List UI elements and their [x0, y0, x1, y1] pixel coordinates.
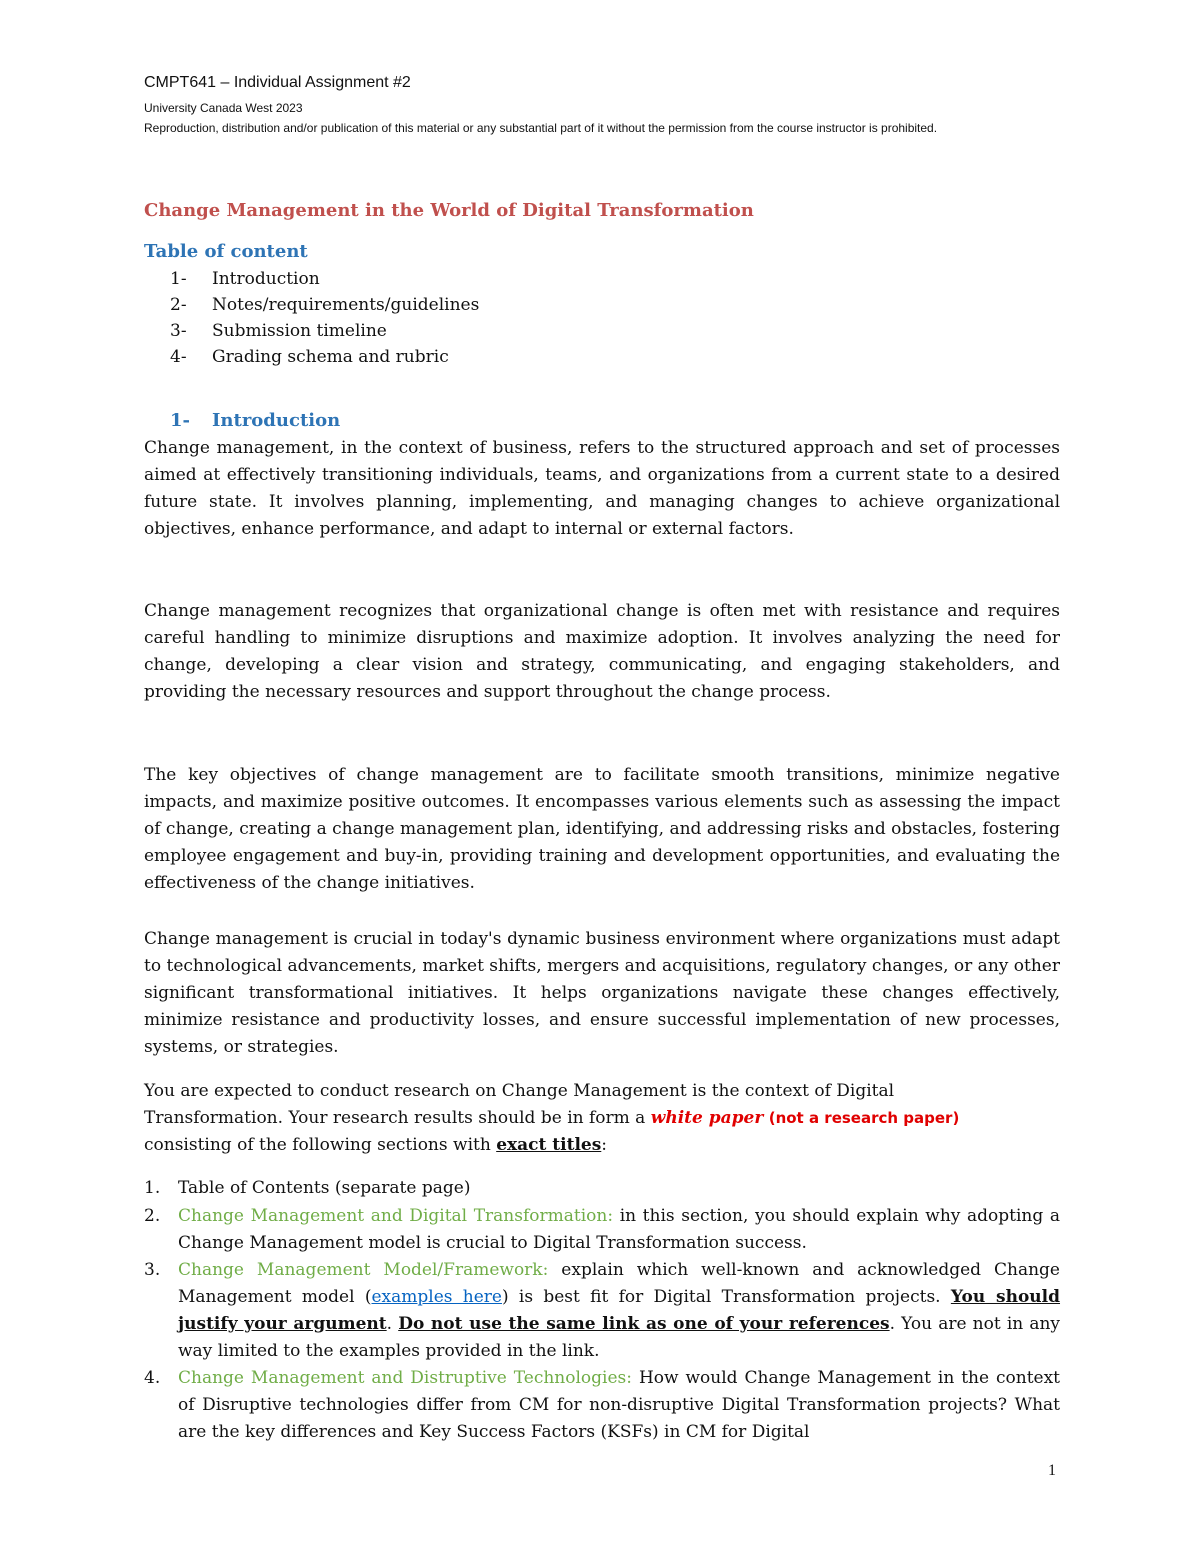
toc-heading: Table of content	[144, 241, 308, 262]
examples-link[interactable]: examples here	[371, 1287, 502, 1307]
white-paper-emphasis: white paper	[650, 1108, 764, 1128]
header-university: University Canada West 2023	[144, 101, 303, 115]
section-title-green: Change Management and Digital Transformation:	[178, 1206, 614, 1226]
exact-titles-emphasis: exact titles	[496, 1135, 602, 1155]
list-item: 1. Table of Contents (separate page)	[144, 1178, 471, 1198]
list-item: 4. Change Management and Distruptive Technologies: How would Change Management in the context of Disruptive technologies differ from CM for non-disruptive Digital Transformation projects? What are the key differences and Key Success Factors (KSFs) in CM for Digital	[144, 1368, 1061, 1442]
toc-item: 1- Introduction	[170, 269, 320, 289]
table-of-contents	[170, 266, 479, 370]
section-title-green: Change Management and Distruptive Technologies:	[178, 1368, 632, 1388]
document-title: Change Management in the World of Digital Transformation	[144, 200, 754, 221]
section-heading-introduction: 1- Introduction	[170, 410, 341, 431]
intro-paragraph: The key objectives of change management are to facilitate smooth transitions, minimize negative impacts, and maximize positive outcomes. It encompasses various elements such as assessing the impact of change, creating a change management plan, identifying, and addressing risks and obstacles, fostering employee engagement and buy-in, providing training and development opportunities, and evaluating the effectiveness of the change initiatives.	[144, 765, 1061, 893]
intro-paragraph: Change management is crucial in today's dynamic business environment where organizations must adapt to technological advancements, market shifts, mergers and acquisitions, regulatory changes, or any other significant transformational initiatives. It helps organizations navigate these changes effectively, minimize resistance and productivity losses, and ensure successful implementation of new processes, systems, or strategies.	[144, 929, 1060, 1057]
toc-item: 3- Submission timeline	[170, 321, 387, 341]
section-title-green: Change Management Model/Framework:	[178, 1260, 549, 1280]
list-item: 2. Change Management and Digital Transformation: in this section, you should explain why adopting a Change Management model is crucial to Digital Transformation success.	[144, 1206, 1060, 1253]
intro-paragraph: Change management, in the context of business, refers to the structured approach and set of processes aimed at effectively transitioning individuals, teams, and organizations from a current state to a desired future state. It involves planning, implementing, and managing changes to achieve organizational objectives, enhance performance, and adapt to internal or external factors.	[144, 438, 1060, 539]
justify-argument-emphasis: You should justify your argument	[178, 1287, 1061, 1334]
assignment-expectation-paragraph: You are expected to conduct research on Change Management is the context of Digital Transformation. Your research results should be in form a white paper (not a research paper) consisting of the following sections with exact titles:	[144, 1081, 960, 1155]
intro-paragraph: Change management recognizes that organizational change is often met with resistance and requires careful handling to minimize disruptions and maximize adoption. It involves analyzing the need for change, developing a clear vision and strategy, communicating, and engaging stakeholders, and providing the necessary resources and support throughout the change process.	[144, 601, 1060, 702]
header-copyright-notice: Reproduction, distribution and/or publication of this material or any substantial part of it without the permission from the course instructor is prohibited.	[144, 121, 938, 135]
list-item: 3. Change Management Model/Framework: explain which well-known and acknowledged Change Management model (examples here) is best fit for Digital Transformation projects. You should justify your argument. Do not use the same link as one of your references. You are not in any way limited to the examples provided in the link.	[144, 1260, 1061, 1361]
no-same-link-emphasis: Do not use the same link as one of your references	[398, 1314, 890, 1334]
page-number: 1	[1048, 1462, 1056, 1479]
not-research-paper-note: (not a research paper)	[768, 1109, 960, 1127]
toc-item: 2- Notes/requirements/guidelines	[170, 295, 480, 315]
toc-item: 4- Grading schema and rubric	[170, 347, 449, 367]
required-sections-list	[144, 1175, 1060, 1446]
header-course-title: CMPT641 – Individual Assignment #2	[144, 74, 411, 91]
